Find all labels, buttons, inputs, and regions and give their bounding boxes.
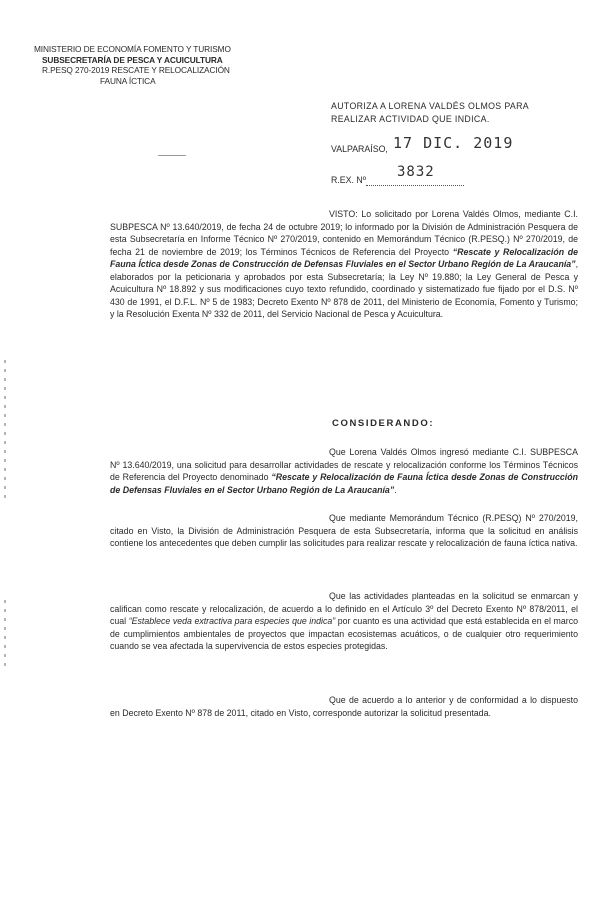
resolution-number-line [366, 185, 464, 186]
c1-project-name: “Rescate y Relocalización de Fauna Íctica desde Zonas de Construcción de Defensas Fluviales en el Sector Urbano Región de La Araucanía” [110, 472, 578, 495]
reference-subject: FAUNA ÍCTICA [100, 75, 156, 86]
project-name: “Rescate y Relocalización de Fauna Íctica desde Zonas de Construcción de Defensas Fluviales en el Sector Urbano Región de La Araucanía” [110, 246, 578, 270]
visto-paragraph [110, 208, 578, 321]
letterhead [34, 44, 231, 86]
visto-text-1: VISTO: Lo solicitado por Lorena Valdés Olmos, mediante C.I. SUBPESCA Nº 13.640/2019, de fecha 24 de octubre 2019; lo informado por la División de Administración Pesquera de esta Subsecretaría en Informe Técnico Nº 270/2019, contenido en Memorándum Técnico (R.PESQ.) Nº 270/2019, de fecha 21 de noviembre de 2019; los Términos Técnicos de Referencia del Proyecto [110, 209, 578, 257]
considerando-heading: CONSIDERANDO: [332, 418, 435, 429]
subsecretaria-name: SUBSECRETARÍA DE PESCA Y ACUICULTURA [42, 54, 223, 65]
visto-text-2: , elaborados por la peticionaria y aprobados por esta Subsecretaría; la Ley Nº 19.880; la Ley General de Pesca y Acuicultura Nº 18.892 y sus modificaciones cuyo texto refundido, coordinado y sistematizado fue fijado por el D.S. Nº 430 de 1991, el D.F.L. Nº 5 de 1983; Decreto Exento Nº 878 de 2011, del Ministerio de Economía, Fomento y Turismo; y la Resolución Exenta Nº 332 de 2011, del Servicio Nacional de Pesca y Acuicultura. [110, 259, 579, 320]
considerando-4-paragraph: Que de acuerdo a lo anterior y de conformidad a lo dispuesto en Decreto Exento Nº 878 de 2011, citado en Visto, corresponde autorizar la solicitud presentada. [110, 695, 578, 718]
resolution-title: AUTORIZA A LORENA VALDÉS OLMOS PARA REALIZAR ACTIVIDAD QUE INDICA. [331, 101, 529, 124]
place-label: VALPARAÍSO, [331, 144, 388, 154]
c1-text-a: Que Lorena Valdés Olmos ingresó mediante C.I. SUBPESCA Nº 13.640/2019, una solicitud para desarrollar actividades de rescate y relocalización conforme los Términos Técnicos de Referencia del Proyecto denominado [110, 447, 578, 483]
considerando-3-paragraph [110, 590, 578, 653]
considerando-2-paragraph: Que mediante Memorándum Técnico (R.PESQ) Nº 270/2019, citado en Visto, la División de Administración Pesquera de esta Subsecretaría, informa que la solicitud en análisis contiene los antecedentes que deben cumplir las solicitudes para realizar rescate y relocalización de fauna íctica nativa. [110, 513, 578, 549]
considerando-1 [110, 446, 578, 496]
visto-section [110, 208, 578, 321]
c1-text-b: . [394, 484, 397, 495]
scan-mark [158, 155, 186, 156]
scan-edge-marks [4, 360, 6, 500]
considerando-2 [110, 512, 578, 550]
scan-edge-marks-2 [4, 600, 6, 670]
considerando-4 [110, 694, 578, 719]
considerando-1-paragraph [110, 446, 578, 496]
c3-italic-text: “Establece veda extractiva para especies que indica” [128, 616, 336, 627]
reference-code: R.PESQ 270-2019 RESCATE Y RELOCALIZACIÓN [42, 65, 230, 76]
resolution-number-label: R.EX. Nº [331, 175, 366, 185]
resolution-number: 3832 [397, 164, 435, 180]
date-stamp: 17 DIC. 2019 [393, 134, 514, 152]
considerando-3 [110, 590, 578, 653]
c3-text-b: por cuanto es una actividad que está establecida en el marco de cumplimientos ambientales de proyectos que impactan ecosistemas acuáticos, o de cualquier otro requerimiento cuando se vea afectada la supervivencia de estos especies protegidas. [110, 616, 578, 652]
c3-text-a: Que las actividades planteadas en la solicitud se enmarcan y califican como rescate y relocalización, de acuerdo a lo definido en el Artículo 3º del Decreto Exento Nº 878/2011, el cual [110, 591, 578, 627]
ministry-name: MINISTERIO DE ECONOMÍA FOMENTO Y TURISMO [34, 44, 231, 54]
